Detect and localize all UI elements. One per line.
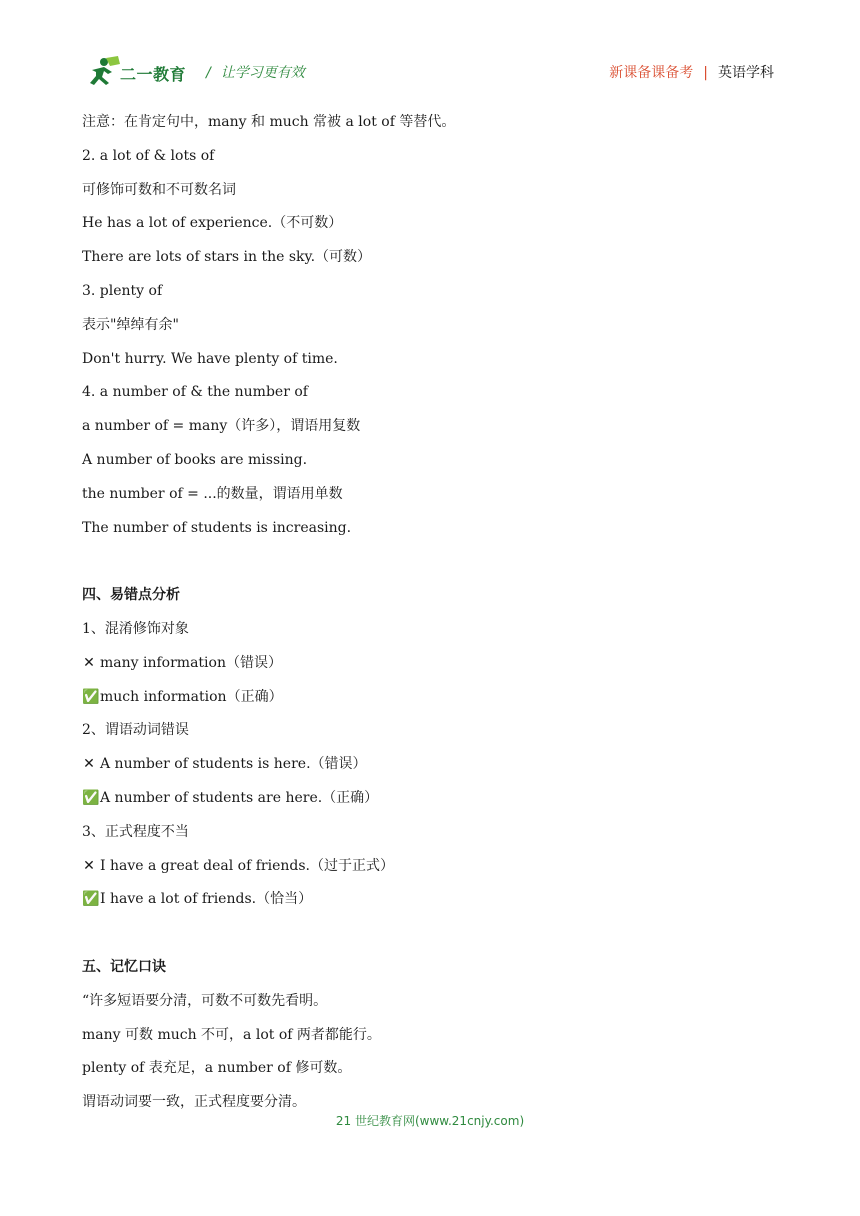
text-line: a number of = many（许多），谓语用复数: [82, 418, 361, 435]
right-example-text: much information（正确）: [100, 688, 283, 705]
section-heading-a-number-of: 4. a number of & the number of: [82, 384, 308, 401]
header-slogan: [206, 62, 305, 82]
section-title-mnemonic: 五、记忆口诀: [82, 958, 166, 975]
wrong-example: [82, 650, 774, 684]
example-line: He has a lot of experience.（不可数）: [82, 215, 343, 232]
mnemonic-line: “许多短语要分清，可数不可数先看明。: [82, 992, 328, 1009]
wrong-example-text: I have a great deal of friends.（过于正式）: [100, 857, 394, 874]
wrong-example-text: A number of students is here.（错误）: [100, 756, 367, 773]
example-line: The number of students is increasing.: [82, 519, 352, 536]
header-subject-label: 英语学科: [718, 65, 774, 81]
right-example: [82, 785, 774, 819]
example-line: A number of books are missing.: [82, 451, 308, 468]
error-heading: 3、正式程度不当: [82, 823, 189, 840]
cross-icon: ✕: [83, 756, 95, 773]
logo: [82, 54, 192, 90]
text-line: 可修饰可数和不可数名词: [82, 181, 236, 198]
wrong-example: [82, 853, 774, 887]
runner-logo-icon: [82, 54, 122, 90]
right-example-text: I have a lot of friends.（恰当）: [100, 891, 313, 908]
wrong-example: [82, 751, 774, 785]
cross-icon: ✕: [83, 857, 95, 874]
mnemonic-line: 谓语动词要一致，正式程度要分清。: [82, 1094, 306, 1111]
right-example-text: A number of students are here.（正确）: [100, 789, 379, 806]
check-icon: ✅: [82, 891, 100, 908]
header-separator: |: [703, 65, 708, 81]
slogan-text: 让学习更有效: [220, 65, 305, 81]
page-footer: 21 世纪教育网(www.21cnjy.com): [335, 1114, 525, 1128]
mnemonic-line: many 可数 much 不可，a lot of 两者都能行。: [82, 1026, 381, 1043]
slogan-slash: /: [206, 65, 211, 81]
logo-text: 二一教育: [120, 65, 187, 84]
section-heading-a-lot-of: 2. a lot of & lots of: [82, 147, 215, 164]
example-line: Don't hurry. We have plenty of time.: [82, 350, 338, 367]
error-heading: 1、混淆修饰对象: [82, 620, 189, 637]
mnemonic-line: plenty of 表充足，a number of 修可数。: [82, 1060, 352, 1077]
wrong-example-text: many information（错误）: [100, 654, 282, 671]
section-heading-plenty-of: 3. plenty of: [82, 282, 163, 299]
page-header: [82, 54, 774, 90]
header-subject: [609, 62, 774, 82]
document-body: [82, 109, 774, 1123]
right-example: [82, 886, 774, 920]
example-line: There are lots of stars in the sky.（可数）: [82, 249, 372, 266]
text-line: 表示"绰绰有余": [82, 316, 179, 333]
text-line: the number of = ...的数量，谓语用单数: [82, 485, 343, 502]
cross-icon: ✕: [83, 654, 95, 671]
check-icon: ✅: [82, 688, 100, 705]
section-title-errors: 四、易错点分析: [82, 587, 180, 604]
check-icon: ✅: [82, 789, 100, 806]
spacer: [82, 920, 774, 954]
right-example: [82, 684, 774, 718]
header-course-label: 新课备课备考: [609, 65, 694, 81]
spacer: [82, 548, 774, 582]
error-heading: 2、谓语动词错误: [82, 722, 189, 739]
note-line: 注意：在肯定句中，many 和 much 常被 a lot of 等替代。: [82, 114, 456, 130]
